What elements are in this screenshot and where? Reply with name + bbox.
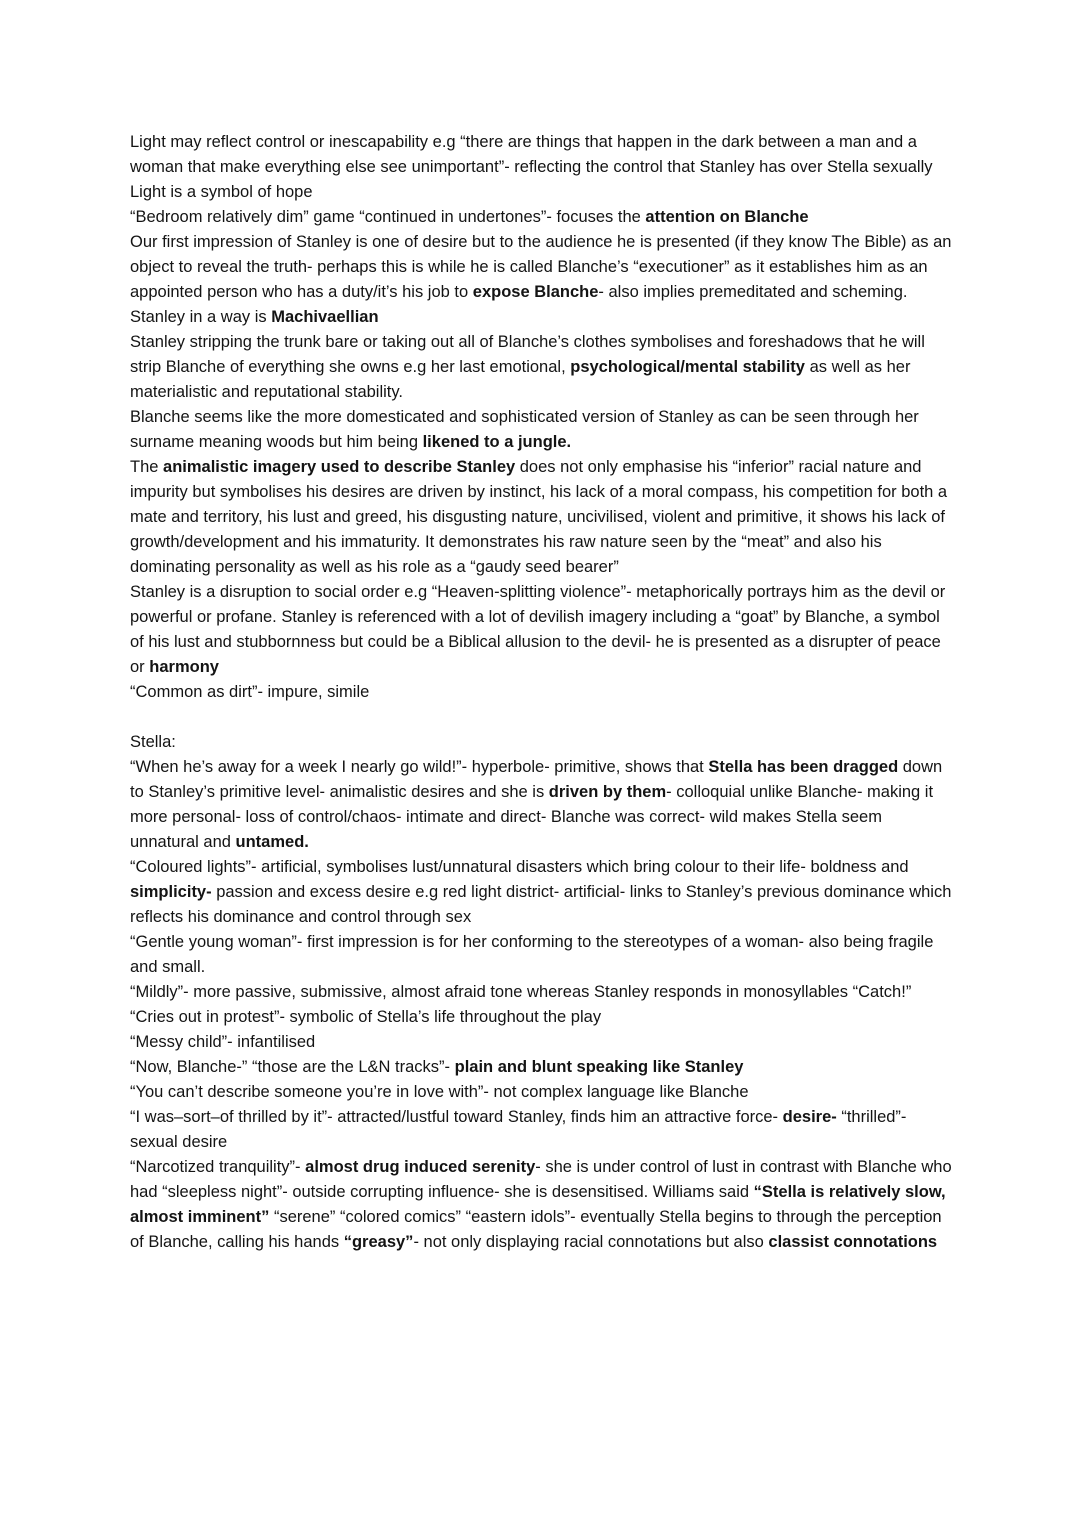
bold-text: Machivaellian (271, 308, 379, 326)
text: “Coloured lights”- artificial, symbolises lust/unnatural disasters which bring colour to their life- boldness and (130, 858, 909, 876)
paragraph (130, 405, 954, 455)
text: Blanche seems like the more domesticated and sophisticated version of Stanley as can be seen through her surname meaning woods but him being (130, 408, 919, 451)
text: passion and excess desire e.g red light district- artificial- links to Stanley’s previous dominance which reflects his dominance and control through sex (130, 883, 952, 926)
text: “When he’s away for a week I nearly go wild!”- hyperbole- primitive, shows that (130, 758, 709, 776)
bold-text: desire- (782, 1108, 837, 1126)
text: Stella: (130, 733, 176, 751)
paragraph (130, 180, 954, 205)
paragraph (130, 1080, 954, 1105)
bold-text: Stella has been dragged (708, 758, 899, 776)
bold-text: attention on Blanche (645, 208, 809, 226)
bold-text: likened to a jungle. (422, 433, 572, 451)
text: - also implies premeditated and scheming. (598, 283, 908, 301)
paragraph (130, 305, 954, 330)
text: Light may reflect control or inescapability e.g “there are things that happen in the dark between a man and a woman that make everything else see unimportant”- reflecting the control that Stanley has over Stella sexually (130, 133, 933, 176)
text: Stanley is a disruption to social order e.g “Heaven-splitting violence”- metaphorically portrays him as the devil or powerful or profane. Stanley is referenced with a lot of devilish imagery including a “goat” by Blanche, a symbol of his lust and stubbornness but could be a Biblical allusion to the devil- he is presented as a disrupter of peace or (130, 583, 946, 676)
paragraph (130, 330, 954, 405)
paragraph (130, 205, 954, 230)
paragraph (130, 730, 954, 755)
text: Stanley in a way is (130, 308, 272, 326)
text: “Messy child”- infantilised (130, 1033, 316, 1051)
text: “I was–sort–of thrilled by it”- attracted/lustful toward Stanley, finds him an attractive force- (130, 1108, 783, 1126)
bold-text: “greasy” (343, 1233, 414, 1251)
text: - colloquial unlike Blanche- making it more personal- loss of control/chaos- intimate and direct- Blanche was correct- wild makes Stella seem unnatural and (130, 783, 934, 851)
text: “thrilled”- sexual desire (130, 1108, 907, 1151)
paragraph (130, 130, 954, 180)
text: as well as her materialistic and reputational stability. (130, 358, 911, 401)
text: “Now, Blanche-” “those are the L&N tracks”- (130, 1058, 455, 1076)
text: “Gentle young woman”- first impression is for her conforming to the stereotypes of a woman- also being fragile and small. (130, 933, 934, 976)
bold-text: psychological/mental stability (570, 358, 805, 376)
paragraph (130, 1105, 954, 1155)
paragraph (130, 455, 954, 580)
bold-text: expose Blanche (472, 283, 599, 301)
text: Our first impression of Stanley is one of desire but to the audience he is presented (if they know The Bible) as an object to reveal the truth- perhaps this is while he is called Blanche’s “executioner” as it establishes him as an appointed person who has a duty/it’s his job to (130, 233, 952, 301)
paragraph (130, 230, 954, 305)
paragraph (130, 755, 954, 855)
paragraph (130, 1030, 954, 1055)
paragraph (130, 680, 954, 705)
paragraph (130, 930, 954, 980)
bold-text: harmony (149, 658, 219, 676)
text: Stanley stripping the trunk bare or taking out all of Blanche’s clothes symbolises and foreshadows that he will strip Blanche of everything she owns e.g her last emotional, (130, 333, 925, 376)
bold-text: classist connotations (768, 1233, 938, 1251)
text: “Narcotized tranquility”- (130, 1158, 306, 1176)
bold-text: animalistic imagery used to describe Stanley (163, 458, 516, 476)
paragraph (130, 580, 954, 680)
paragraph (130, 1155, 954, 1255)
bold-text: simplicity- (130, 883, 212, 901)
paragraph-spacer (130, 705, 954, 730)
text: does not only emphasise his “inferior” racial nature and impurity but symbolises his desires are driven by instinct, his lack of a moral compass, his competition for both a mate and territory, his lust and greed, his disgusting nature, uncivilised, violent and primitive, it shows his lack of growth/development and his immaturity. It demonstrates his raw nature seen by the “meat” and also his dominating personality as well as his role as a “gaudy seed bearer” (130, 458, 948, 576)
text: “serene” “colored comics” “eastern idols”- eventually Stella begins to through the perception of Blanche, calling his hands (130, 1208, 942, 1251)
bold-text: plain and blunt speaking like Stanley (454, 1058, 744, 1076)
paragraph (130, 1055, 954, 1080)
paragraph (130, 1005, 954, 1030)
paragraph (130, 855, 954, 930)
text: The (130, 458, 164, 476)
bold-text: “Stella is relatively slow, almost imminent” (130, 1183, 946, 1226)
text: “You can’t describe someone you’re in love with”- not complex language like Blanche (130, 1083, 749, 1101)
text-block (130, 130, 954, 1255)
text: “Cries out in protest”- symbolic of Stella’s life throughout the play (130, 1008, 602, 1026)
text: down to Stanley’s primitive level- animalistic desires and she is (130, 758, 943, 801)
paragraph (130, 980, 954, 1005)
bold-text: almost drug induced serenity (305, 1158, 536, 1176)
bold-text: driven by them (548, 783, 667, 801)
text: - not only displaying racial connotations but also (413, 1233, 769, 1251)
text: Light is a symbol of hope (130, 183, 313, 201)
text: “Common as dirt”- impure, simile (130, 683, 370, 701)
bold-text: untamed. (235, 833, 309, 851)
text: - she is under control of lust in contrast with Blanche who had “sleepless night”- outside corrupting influence- she is desensitised. Williams said (130, 1158, 952, 1201)
text: “Bedroom relatively dim” game “continued in undertones”- focuses the (130, 208, 646, 226)
text: “Mildly”- more passive, submissive, almost afraid tone whereas Stanley responds in monosyllables “Catch!” (130, 983, 912, 1001)
